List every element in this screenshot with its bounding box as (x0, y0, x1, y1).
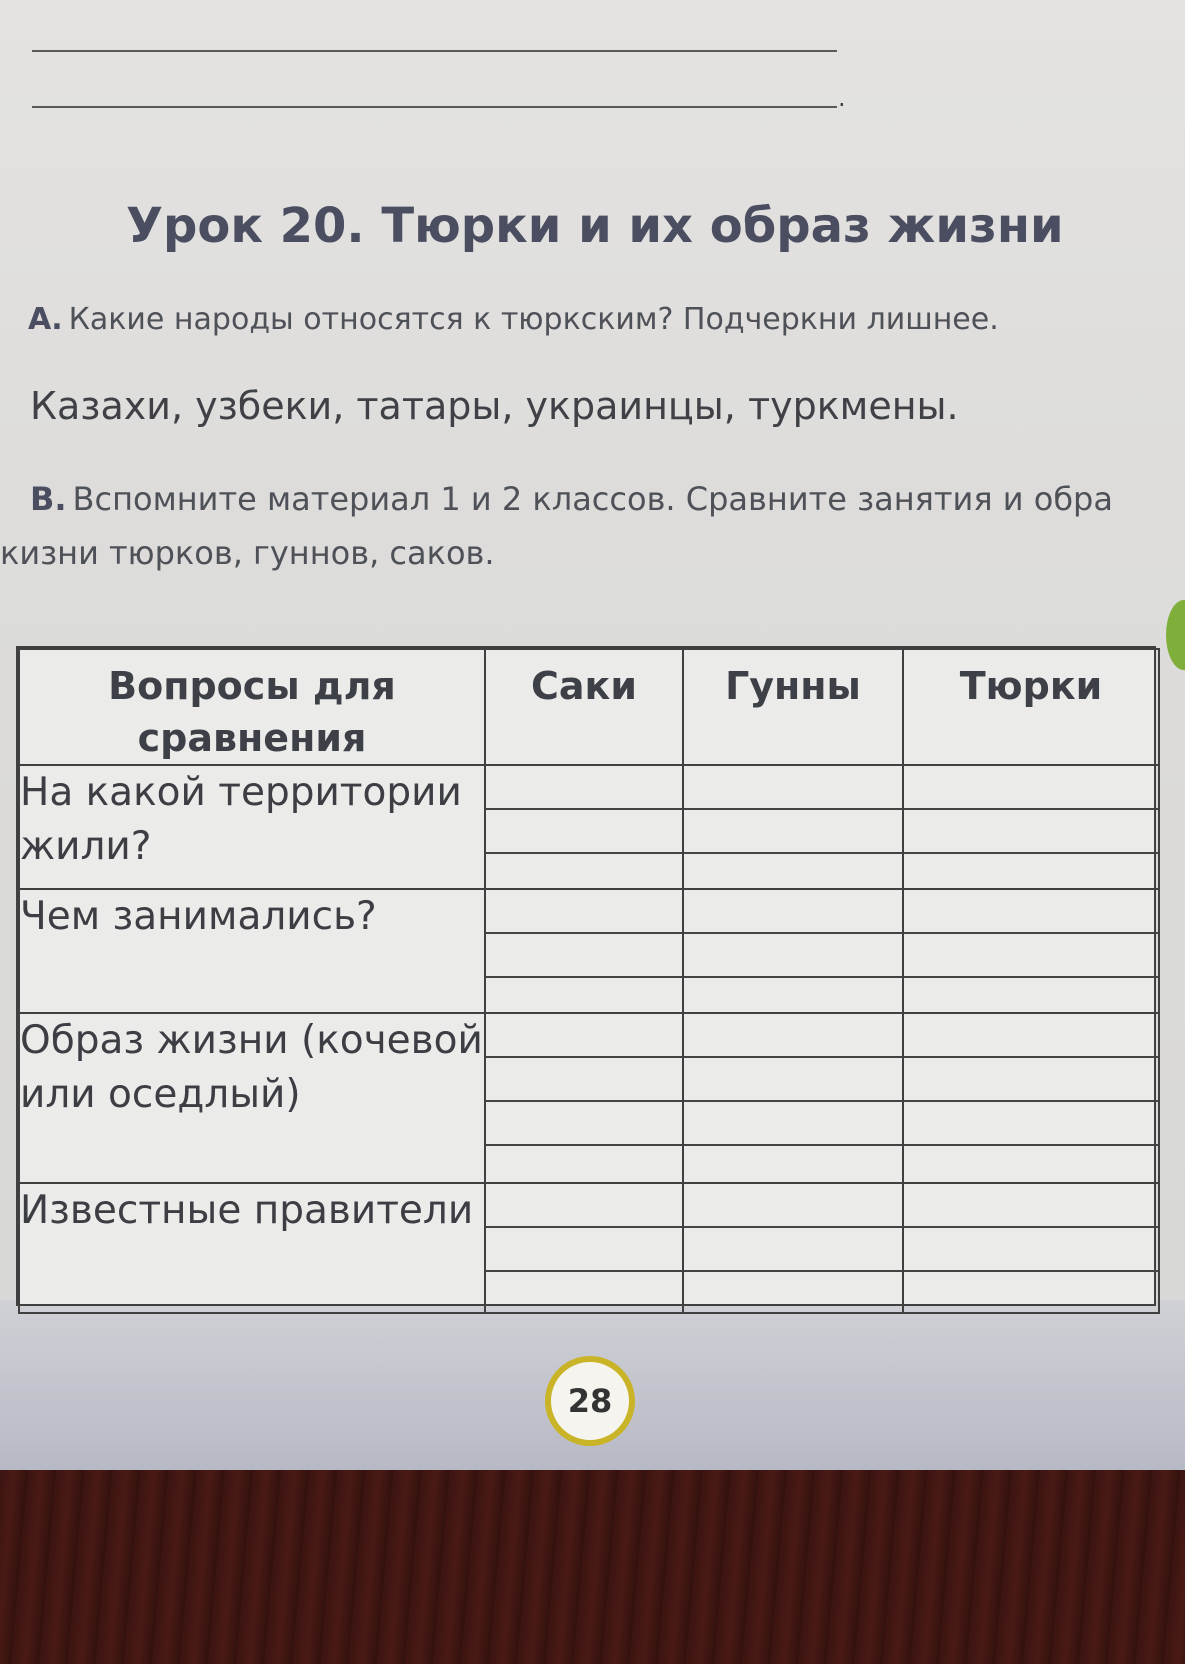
task-a-question (28, 302, 999, 337)
answer-cell-gunny[interactable] (683, 1183, 903, 1313)
answer-cell-tyurki[interactable] (903, 889, 1159, 1013)
table-row (19, 1183, 1159, 1313)
answer-cell-saki[interactable] (485, 889, 683, 1013)
lesson-title: Урок 20. Тюрки и их образ жизни (126, 198, 1064, 254)
table-header-row (19, 649, 1159, 765)
header-questions: Вопросы для сравнения (19, 649, 485, 765)
row-question-lifestyle: Образ жизни (кочевой или оседлый) (19, 1013, 485, 1183)
row-question-rulers: Известные правители (19, 1183, 485, 1313)
table-row (19, 765, 1159, 889)
header-saki: Саки (485, 649, 683, 765)
answer-line (32, 106, 837, 108)
answer-cell-gunny[interactable] (683, 889, 903, 1013)
header-gunny: Гунны (683, 649, 903, 765)
line-period: . (838, 84, 846, 112)
answer-line (32, 50, 837, 52)
task-b-question (30, 480, 1113, 518)
task-a-answer-line: Казахи, узбеки, татары, украинцы, туркмены. (30, 384, 959, 428)
answer-cell-saki[interactable] (485, 765, 683, 889)
answer-cell-tyurki[interactable] (903, 765, 1159, 889)
row-question-territory: На какой территории жили? (19, 765, 485, 889)
answer-cell-tyurki[interactable] (903, 1183, 1159, 1313)
answer-cell-gunny[interactable] (683, 1013, 903, 1183)
answer-cell-gunny[interactable] (683, 765, 903, 889)
task-b-text-line1: Вспомните материал 1 и 2 классов. Сравните занятия и обра (72, 480, 1113, 518)
task-b-text-line2: кизни тюрков, гуннов, саков. (0, 534, 495, 572)
header-tyurki: Тюрки (903, 649, 1159, 765)
task-a-letter: А. (28, 302, 63, 337)
comparison-table (16, 646, 1156, 1306)
table-row (19, 889, 1159, 1013)
table-row (19, 1013, 1159, 1183)
task-a-text: Какие народы относятся к тюркским? Подчеркни лишнее. (68, 302, 999, 337)
answer-cell-tyurki[interactable] (903, 1013, 1159, 1183)
answer-cell-saki[interactable] (485, 1013, 683, 1183)
task-b-letter: В. (30, 480, 67, 518)
table-surface (0, 1470, 1185, 1664)
answer-cell-saki[interactable] (485, 1183, 683, 1313)
row-question-occupation: Чем занимались? (19, 889, 485, 1013)
page-number-badge: 28 (545, 1356, 635, 1446)
